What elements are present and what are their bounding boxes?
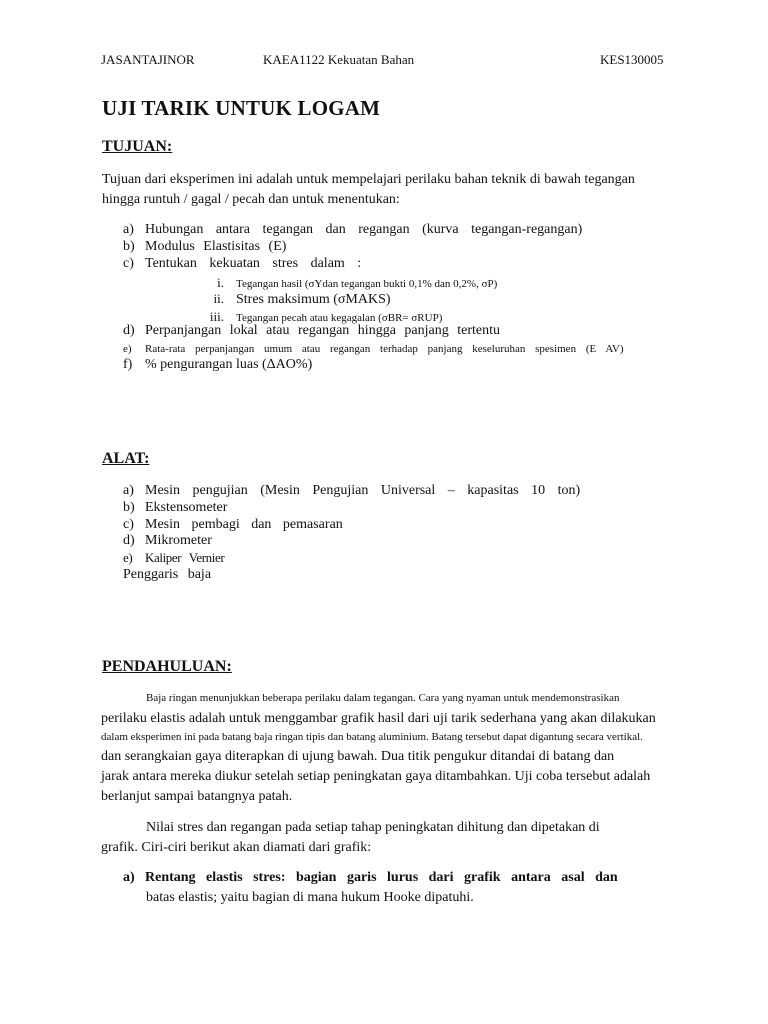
alat-item-c: c) Mesin pembagi dan pemasaran	[123, 517, 343, 532]
tujuan-item-a-text: Hubungan antara tegangan dan regangan (kurva tegangan-regangan)	[145, 222, 583, 237]
tujuan-subitem-iii: iii. Tegangan pecah atau kegagalan (σBR= σRUP)	[209, 309, 443, 324]
pendahuluan-p1-line-3: dalam eksperimen ini pada batang baja ringan tipis dan batang aluminium. Batang tersebut dapat digantung secara vertikal.	[101, 731, 643, 743]
tujuan-item-c: c) Tentukan kekuatan stres dalam :	[123, 256, 362, 271]
section-heading-alat: ALAT:	[102, 450, 150, 467]
pendahuluan-p1-line-2: perilaku elastis adalah untuk menggambar grafik hasil dari uji tarik sederhana yang akan dilakukan	[101, 711, 656, 726]
alat-item-e: e) Kaliper Vernier	[123, 550, 225, 565]
tujuan-intro-line-1: Tujuan dari eksperimen ini adalah untuk mempelajari perilaku bahan teknik di bawah tegangan	[102, 172, 635, 187]
tujuan-item-a: a) Hubungan antara tegangan dan regangan (kurva tegangan-regangan)	[123, 222, 583, 237]
pendahuluan-p1-line-1: Baja ringan menunjukkan beberapa perilaku dalam tegangan. Cara yang nyaman untuk mendemonstrasikan	[146, 692, 620, 704]
pendahuluan-p2-line-2: grafik. Ciri-ciri berikut akan diamati dari grafik:	[101, 840, 372, 855]
section-heading-pendahuluan: PENDAHULUAN:	[102, 658, 232, 675]
tujuan-item-e-text: Rata-rata perpanjangan umum atau regangan terhadap panjang keseluruhan spesimen (E AV)	[145, 343, 624, 355]
pendahuluan-item-a-text: Rentang elastis stres: bagian garis lurus dari grafik antara asal dan	[145, 870, 618, 885]
tujuan-item-f-text: % pengurangan luas (ΔAO%)	[145, 357, 313, 372]
pendahuluan-p1-line-6: berlanjut sampai batangnya patah.	[101, 789, 293, 804]
tujuan-intro-line-2: hingga runtuh / gagal / pecah dan untuk menentukan:	[102, 192, 400, 207]
section-heading-tujuan: TUJUAN:	[102, 138, 173, 155]
header-author: JASANTAJINOR	[101, 52, 195, 67]
alat-item-d: d) Mikrometer	[123, 533, 212, 548]
pendahuluan-item-a-continuation: batas elastis; yaitu bagian di mana hukum Hooke dipatuhi.	[146, 890, 474, 905]
header-course: KAEA1122 Kekuatan Bahan	[263, 52, 415, 67]
tujuan-item-f: f) % pengurangan luas (ΔAO%)	[123, 357, 313, 372]
tujuan-subitem-i: i. Tegangan hasil (σYdan tegangan bukti 0,1% dan 0,2%, σP)	[217, 275, 498, 290]
pendahuluan-p2-line-1: Nilai stres dan regangan pada setiap tahap peningkatan dihitung dan dipetakan di	[146, 820, 600, 835]
tujuan-item-c-text: Tentukan kekuatan stres dalam :	[145, 256, 362, 271]
page-title: UJI TARIK UNTUK LOGAM	[102, 96, 381, 120]
tujuan-item-d-text: Perpanjangan lokal atau regangan hingga panjang tertentu	[145, 323, 500, 338]
tujuan-item-e: e) Rata-rata perpanjangan umum atau regangan terhadap panjang keseluruhan spesimen (E AV)	[123, 343, 624, 355]
pendahuluan-p1-line-5: jarak antara mereka diukur setelah setiap peningkatan gaya ditambahkan. Uji coba tersebut adalah	[101, 769, 651, 784]
header-student-id: KES130005	[600, 52, 664, 67]
alat-item-a: a) Mesin pengujian (Mesin Pengujian Universal – kapasitas 10 ton)	[123, 483, 581, 498]
tujuan-item-b-text: Modulus Elastisitas (E)	[145, 239, 287, 254]
pendahuluan-item-a: a) Rentang elastis stres: bagian garis lurus dari grafik antara asal dan	[123, 870, 618, 885]
alat-extra: Penggaris baja	[123, 567, 212, 582]
tujuan-item-b: b) Modulus Elastisitas (E)	[123, 239, 287, 254]
tujuan-subitem-ii: ii. Stres maksimum (σMAKS)	[213, 291, 391, 307]
tujuan-intro	[102, 170, 702, 210]
alat-item-b: b) Ekstensometer	[123, 500, 228, 515]
pendahuluan-p1-line-4: dan serangkaian gaya diterapkan di ujung bawah. Dua titik pengukur ditandai di batang dan	[101, 749, 615, 764]
tujuan-item-d: d) Perpanjangan lokal atau regangan hingga panjang tertentu	[123, 323, 500, 338]
